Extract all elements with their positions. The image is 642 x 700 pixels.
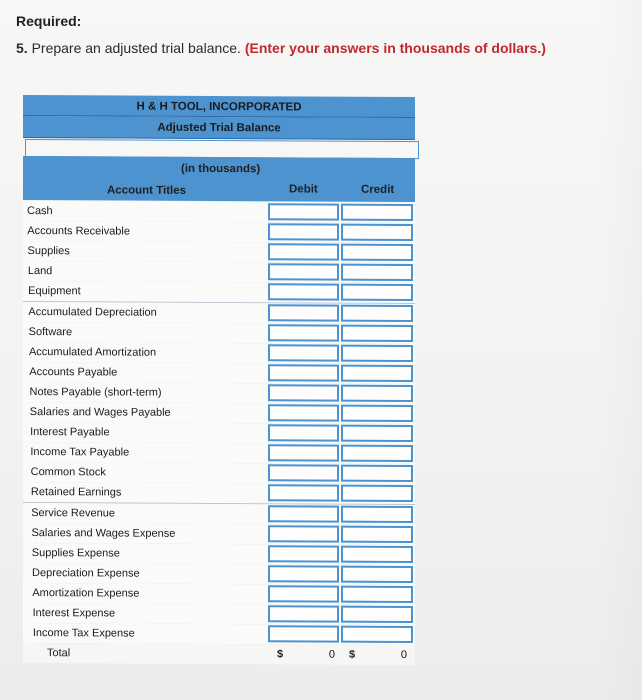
debit-input[interactable]: [268, 485, 339, 502]
credit-input[interactable]: [341, 344, 413, 361]
statement-title: Adjusted Trial Balance: [23, 116, 415, 140]
credit-input[interactable]: [341, 565, 413, 582]
debit-input[interactable]: [268, 384, 339, 401]
page-edge-shadow: [600, 0, 642, 700]
debit-input[interactable]: [268, 243, 339, 260]
debit-header: Debit: [289, 183, 318, 196]
credit-input[interactable]: [341, 445, 413, 462]
account-title: Retained Earnings: [30, 486, 122, 499]
debit-input[interactable]: [268, 364, 339, 381]
account-title: Common Stock: [30, 466, 106, 479]
debit-input[interactable]: [268, 304, 339, 321]
debit-dollar-sign: $: [277, 648, 284, 661]
debit-input[interactable]: [268, 264, 339, 281]
credit-input[interactable]: [341, 264, 413, 281]
debit-input[interactable]: [268, 203, 339, 220]
account-title: Equipment: [28, 285, 81, 298]
credit-input[interactable]: [341, 324, 413, 341]
account-title: Supplies Expense: [31, 546, 120, 560]
credit-input[interactable]: [341, 224, 413, 241]
column-header-band: [23, 156, 415, 202]
debit-total-value: 0: [328, 648, 335, 661]
debit-input[interactable]: [268, 585, 339, 602]
credit-input[interactable]: [341, 606, 413, 623]
credit-input[interactable]: [341, 545, 413, 562]
credit-input[interactable]: [341, 284, 413, 301]
account-title: Salaries and Wages Payable: [29, 406, 171, 419]
question-number: 5.: [16, 40, 28, 56]
debit-input[interactable]: [268, 465, 339, 482]
account-title: Accumulated Amortization: [28, 345, 157, 359]
question-instruction: (Enter your answers in thousands of dollars.): [244, 40, 546, 56]
total-row: [23, 643, 415, 665]
credit-input[interactable]: [341, 465, 413, 482]
account-title: Accumulated Depreciation: [28, 305, 157, 319]
question-prompt: [16, 40, 546, 56]
account-title: Land: [27, 265, 53, 278]
account-title: Software: [28, 325, 73, 338]
account-title: Notes Payable (short-term): [29, 385, 162, 399]
credit-input[interactable]: [341, 244, 413, 261]
account-title: Supplies: [27, 245, 70, 258]
credit-input[interactable]: [341, 405, 413, 422]
account-title: Depreciation Expense: [32, 566, 140, 580]
debit-input[interactable]: [268, 444, 339, 461]
credit-input[interactable]: [341, 385, 413, 402]
debit-input[interactable]: [268, 525, 339, 542]
account-title: Income Tax Expense: [32, 627, 135, 640]
account-title: Amortization Expense: [32, 586, 140, 600]
credit-input[interactable]: [341, 425, 413, 442]
company-name: H & H TOOL, INCORPORATED: [23, 95, 415, 118]
debit-input[interactable]: [268, 505, 339, 522]
account-title: Income Tax Payable: [30, 446, 130, 459]
units-label: (in thousands): [181, 162, 261, 176]
credit-dollar-sign: $: [349, 648, 356, 661]
credit-input[interactable]: [341, 626, 413, 643]
credit-input[interactable]: [341, 304, 413, 321]
credit-input[interactable]: [341, 525, 413, 542]
account-title: Accounts Payable: [29, 365, 118, 379]
account-title: Salaries and Wages Expense: [31, 526, 176, 540]
credit-input[interactable]: [341, 364, 413, 381]
debit-input[interactable]: [268, 605, 339, 622]
account-title: Cash: [27, 205, 53, 218]
adjusted-trial-balance-form: [23, 95, 415, 667]
debit-input[interactable]: [268, 545, 339, 562]
question-text: Prepare an adjusted trial balance.: [31, 40, 241, 56]
debit-input[interactable]: [268, 284, 339, 301]
credit-input[interactable]: [341, 586, 413, 603]
debit-input[interactable]: [268, 404, 339, 421]
account-title: Accounts Receivable: [27, 225, 130, 238]
debit-input[interactable]: [268, 625, 339, 642]
account-title: Service Revenue: [31, 506, 115, 519]
credit-input[interactable]: [341, 485, 413, 502]
credit-input[interactable]: [341, 505, 413, 522]
account-title: Interest Payable: [30, 426, 110, 439]
required-label: Required:: [16, 13, 82, 29]
debit-input[interactable]: [268, 324, 339, 341]
debit-input[interactable]: [268, 565, 339, 582]
credit-total-value: 0: [400, 649, 407, 662]
debit-input[interactable]: [268, 344, 339, 361]
total-label: Total: [47, 647, 71, 660]
account-titles-header: Account Titles: [107, 184, 187, 197]
credit-input[interactable]: [341, 204, 413, 221]
account-title: Interest Expense: [32, 607, 116, 620]
credit-header: Credit: [361, 183, 395, 196]
debit-input[interactable]: [268, 424, 339, 441]
debit-input[interactable]: [268, 223, 339, 240]
